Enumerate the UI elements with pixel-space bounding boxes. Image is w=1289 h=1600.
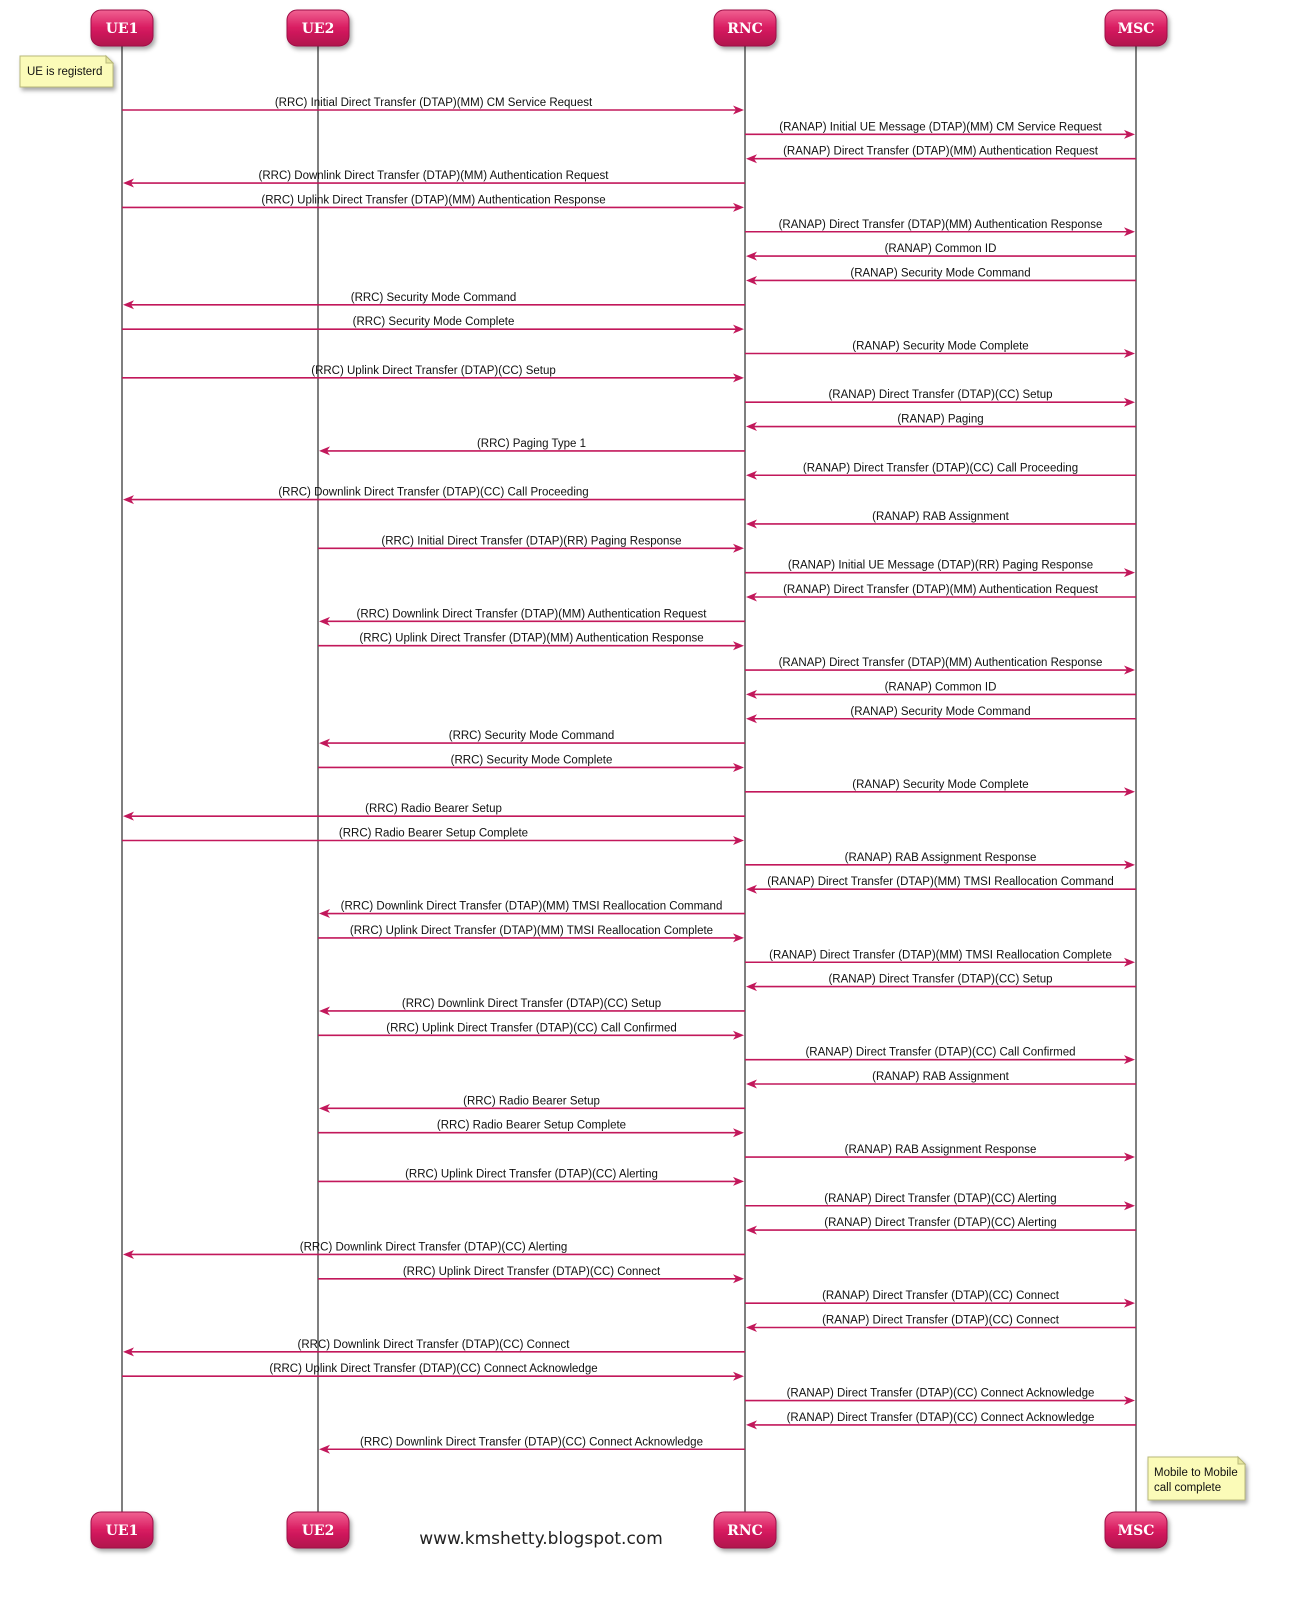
message-label: (RANAP) Common ID bbox=[884, 243, 997, 256]
message-arrow bbox=[122, 365, 744, 383]
message-arrow bbox=[319, 608, 745, 626]
message-label: (RRC) Initial Direct Transfer (DTAP)(MM) CM Service Request bbox=[274, 97, 593, 109]
message-label: (RRC) Uplink Direct Transfer (DTAP)(CC) Setup bbox=[311, 364, 556, 377]
message-arrow bbox=[318, 535, 744, 553]
message-label: (RRC) Uplink Direct Transfer (DTAP)(MM) TMSI Reallocation Complete bbox=[349, 924, 714, 937]
message-label: (RANAP) Direct Transfer (DTAP)(CC) Alerting bbox=[824, 1217, 1057, 1230]
message-label: (RANAP) Direct Transfer (DTAP)(MM) Authentication Request bbox=[783, 145, 1098, 158]
message-arrow bbox=[745, 389, 1135, 407]
message-label: (RRC) Uplink Direct Transfer (DTAP)(CC) Connect bbox=[402, 1265, 661, 1278]
message-arrow bbox=[319, 730, 745, 748]
message-label: (RRC) Security Mode Complete bbox=[450, 754, 613, 767]
participant-ue1-top bbox=[91, 10, 153, 46]
message-label: (RRC) Downlink Direct Transfer (DTAP)(MM) Authentication Request bbox=[356, 608, 707, 621]
footer-url: www.kmshetty.blogspot.com bbox=[419, 1529, 663, 1549]
message-label: (RRC) Uplink Direct Transfer (DTAP)(MM) Authentication Response bbox=[261, 194, 606, 207]
message-label: (RRC) Radio Bearer Setup bbox=[365, 803, 502, 816]
message-arrow bbox=[746, 681, 1136, 699]
message-label: (RANAP) RAB Assignment Response bbox=[844, 1144, 1037, 1157]
message-label: (RRC) Downlink Direct Transfer (DTAP)(MM) Authentication Request bbox=[258, 170, 609, 183]
message-label: (RRC) Security Mode Complete bbox=[352, 316, 515, 329]
message-label: (RRC) Downlink Direct Transfer (DTAP)(CC) Connect bbox=[297, 1338, 570, 1351]
message-label: (RRC) Security Mode Command bbox=[448, 730, 615, 743]
message-arrow bbox=[123, 1339, 745, 1357]
message-label: (RANAP) Direct Transfer (DTAP)(MM) Authentication Request bbox=[783, 584, 1098, 596]
message-arrow bbox=[123, 803, 745, 821]
message-arrow bbox=[318, 1022, 744, 1040]
participant-label: UE2 bbox=[301, 21, 335, 37]
note-call-complete bbox=[1148, 1457, 1245, 1500]
message-arrow bbox=[746, 511, 1136, 529]
participants-top bbox=[91, 10, 1167, 46]
message-arrow bbox=[746, 267, 1136, 285]
message-arrow bbox=[746, 1071, 1136, 1089]
message-arrow bbox=[319, 998, 745, 1016]
note-ue-registered bbox=[20, 56, 113, 87]
message-arrow bbox=[319, 901, 745, 919]
message-label: (RANAP) Direct Transfer (DTAP)(MM) TMSI Reallocation Complete bbox=[769, 949, 1112, 962]
message-label: (RRC) Uplink Direct Transfer (DTAP)(MM) Authentication Response bbox=[359, 632, 704, 645]
participant-label: UE1 bbox=[105, 1523, 139, 1539]
message-label: (RANAP) Initial UE Message (DTAP)(MM) CM Service Request bbox=[779, 121, 1102, 134]
message-label: (RANAP) Direct Transfer (DTAP)(CC) Connect Acknowledge bbox=[786, 1411, 1095, 1424]
message-label: (RANAP) Direct Transfer (DTAP)(CC) Call Proceeding bbox=[802, 462, 1079, 475]
message-label: (RRC) Radio Bearer Setup Complete bbox=[338, 827, 529, 840]
message-arrow bbox=[319, 1095, 745, 1113]
message-arrow bbox=[746, 974, 1136, 992]
message-label: (RRC) Downlink Direct Transfer (DTAP)(CC) Call Proceeding bbox=[278, 486, 589, 499]
message-label: (RANAP) Direct Transfer (DTAP)(MM) Authentication Response bbox=[778, 218, 1103, 231]
message-arrow bbox=[746, 584, 1136, 602]
message-label: (RRC) Radio Bearer Setup bbox=[463, 1095, 600, 1108]
participant-label: RNC bbox=[727, 1523, 763, 1539]
message-arrow bbox=[122, 1363, 744, 1381]
message-label: (RANAP) Paging bbox=[897, 413, 984, 426]
message-arrow bbox=[746, 1217, 1136, 1235]
message-arrow bbox=[745, 949, 1135, 967]
message-arrow bbox=[746, 706, 1136, 724]
message-label: (RRC) Uplink Direct Transfer (DTAP)(CC) Call Confirmed bbox=[386, 1022, 677, 1035]
message-label: (RANAP) Direct Transfer (DTAP)(CC) Connect bbox=[822, 1314, 1059, 1327]
message-arrow bbox=[745, 560, 1135, 578]
message-arrow bbox=[745, 852, 1135, 870]
message-label: (RANAP) Direct Transfer (DTAP)(CC) Call Confirmed bbox=[805, 1046, 1076, 1059]
message-label: (RRC) Downlink Direct Transfer (DTAP)(CC) Alerting bbox=[299, 1241, 568, 1254]
message-arrow bbox=[745, 1388, 1135, 1406]
message-arrow bbox=[318, 1120, 744, 1138]
message-label: (RANAP) RAB Assignment Response bbox=[844, 851, 1037, 864]
message-arrow bbox=[745, 657, 1135, 675]
message-arrow bbox=[319, 438, 745, 456]
participant-ue1-bottom bbox=[91, 1512, 153, 1548]
note-text-line: call complete bbox=[1154, 1482, 1222, 1494]
message-label: (RANAP) Security Mode Command bbox=[850, 267, 1031, 280]
message-arrow bbox=[745, 341, 1135, 359]
participant-label: RNC bbox=[727, 21, 763, 37]
message-arrow bbox=[745, 779, 1135, 797]
message-label: (RANAP) Security Mode Complete bbox=[852, 778, 1029, 791]
message-label: (RRC) Initial Direct Transfer (DTAP)(RR) Paging Response bbox=[381, 535, 682, 548]
message-label: (RANAP) Security Mode Complete bbox=[852, 340, 1029, 353]
note-text-line: UE is registerd bbox=[27, 66, 103, 78]
participant-label: UE1 bbox=[105, 21, 139, 37]
message-label: (RANAP) Direct Transfer (DTAP)(MM) TMSI Reallocation Command bbox=[767, 876, 1114, 889]
message-arrow bbox=[318, 633, 744, 651]
message-arrow bbox=[318, 1168, 744, 1186]
message-arrow bbox=[746, 462, 1136, 480]
message-arrow bbox=[746, 1315, 1136, 1333]
message-arrow bbox=[123, 487, 745, 505]
participant-label: UE2 bbox=[301, 1523, 335, 1539]
participant-ue2-top bbox=[287, 10, 349, 46]
message-label: (RRC) Downlink Direct Transfer (DTAP)(CC) Setup bbox=[401, 997, 662, 1010]
message-arrow bbox=[122, 194, 744, 212]
message-arrow bbox=[123, 170, 745, 188]
message-arrow bbox=[745, 1144, 1135, 1162]
message-arrow bbox=[746, 146, 1136, 164]
message-label: (RRC) Uplink Direct Transfer (DTAP)(CC) Alerting bbox=[405, 1168, 658, 1181]
message-label: (RRC) Paging Type 1 bbox=[476, 437, 587, 450]
participant-rnc-top bbox=[714, 10, 776, 46]
participant-rnc-bottom bbox=[714, 1512, 776, 1548]
message-arrow bbox=[745, 1290, 1135, 1308]
message-arrow bbox=[319, 1436, 745, 1454]
message-label: (RANAP) Direct Transfer (DTAP)(CC) Connect bbox=[822, 1290, 1059, 1303]
participant-label: MSC bbox=[1117, 21, 1155, 37]
message-label: (RANAP) Security Mode Command bbox=[850, 705, 1031, 718]
message-arrow bbox=[318, 925, 744, 943]
message-arrow bbox=[746, 1412, 1136, 1430]
message-label: (RRC) Radio Bearer Setup Complete bbox=[436, 1119, 627, 1132]
message-arrow bbox=[746, 243, 1136, 261]
message-arrow bbox=[123, 1241, 745, 1259]
message-label: (RANAP) Direct Transfer (DTAP)(CC) Alerting bbox=[824, 1192, 1057, 1205]
message-arrow bbox=[745, 1193, 1135, 1211]
message-arrow bbox=[123, 292, 745, 310]
note-text-line: Mobile to Mobile bbox=[1154, 1467, 1238, 1479]
message-arrow bbox=[746, 876, 1136, 894]
message-arrow bbox=[745, 1047, 1135, 1065]
message-arrow bbox=[745, 121, 1135, 139]
messages bbox=[122, 97, 1136, 1454]
message-arrow bbox=[122, 828, 744, 846]
message-arrow bbox=[318, 1266, 744, 1284]
message-label: (RANAP) Common ID bbox=[884, 681, 997, 694]
message-label: (RANAP) Direct Transfer (DTAP)(CC) Setup bbox=[828, 973, 1053, 986]
message-label: (RANAP) RAB Assignment bbox=[872, 1071, 1009, 1083]
message-label: (RANAP) RAB Assignment bbox=[872, 510, 1009, 523]
message-arrow bbox=[122, 316, 744, 334]
message-label: (RANAP) Direct Transfer (DTAP)(CC) Connect Acknowledge bbox=[786, 1387, 1095, 1400]
message-arrow bbox=[122, 97, 744, 115]
message-label: (RANAP) Direct Transfer (DTAP)(MM) Authentication Response bbox=[778, 657, 1103, 670]
message-label: (RRC) Downlink Direct Transfer (DTAP)(CC) Connect Acknowledge bbox=[360, 1436, 703, 1449]
participant-msc-bottom bbox=[1105, 1512, 1167, 1548]
participant-label: MSC bbox=[1117, 1523, 1155, 1539]
message-label: (RRC) Security Mode Command bbox=[350, 291, 517, 304]
message-label: (RRC) Uplink Direct Transfer (DTAP)(CC) Connect Acknowledge bbox=[269, 1363, 598, 1376]
participant-msc-top bbox=[1105, 10, 1167, 46]
message-label: (RANAP) Direct Transfer (DTAP)(CC) Setup bbox=[828, 389, 1053, 402]
message-arrow bbox=[746, 414, 1136, 432]
message-label: (RRC) Downlink Direct Transfer (DTAP)(MM) TMSI Reallocation Command bbox=[340, 900, 723, 913]
message-label: (RANAP) Initial UE Message (DTAP)(RR) Paging Response bbox=[787, 559, 1094, 572]
message-arrow bbox=[318, 754, 744, 772]
message-arrow bbox=[745, 219, 1135, 237]
participant-ue2-bottom bbox=[287, 1512, 349, 1548]
